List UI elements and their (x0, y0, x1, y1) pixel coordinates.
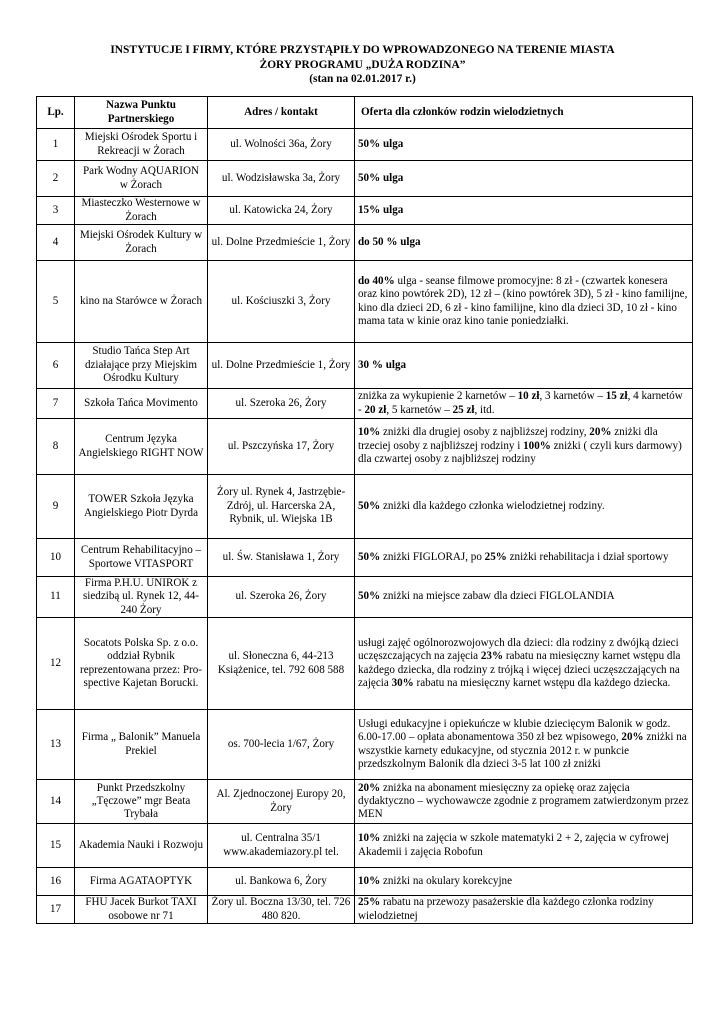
table-row (37, 896, 693, 924)
offer-highlight: 10% (358, 832, 381, 845)
row-number: 10 (37, 539, 75, 577)
row-number: 3 (37, 197, 75, 225)
row-number: 1 (37, 129, 75, 161)
row-number: 8 (37, 419, 75, 475)
partner-offer (355, 577, 693, 618)
row-number: 17 (37, 896, 75, 924)
partner-address: ul. Pszczyńska 17, Żory (208, 419, 355, 475)
offer-highlight: 20% (358, 781, 381, 794)
partners-table (36, 96, 693, 924)
row-number: 2 (37, 161, 75, 197)
offer-text: , 5 karnetów – (386, 403, 453, 416)
partner-name: kino na Starówce w Żorach (75, 261, 208, 343)
offer-highlight: 100% (523, 439, 551, 452)
row-number: 14 (37, 780, 75, 824)
table-row (37, 225, 693, 261)
offer-text: zniżki FIGLORAJ, po (380, 550, 485, 563)
partner-offer (355, 197, 693, 225)
offer-text: , 4 karnetów - (358, 390, 683, 416)
row-number: 11 (37, 577, 75, 618)
offer-highlight: 20% (589, 426, 612, 439)
row-number: 15 (37, 824, 75, 868)
partner-name: Studio Tańca Step Art działające przy Miejskim Ośrodku Kultury (75, 343, 208, 389)
offer-highlight: 10% (358, 426, 381, 439)
partner-name: Punkt Przedszkolny „Tęczowe” mgr Beata Trybała (75, 780, 208, 824)
offer-text: zniżka na abonament miesięczny za opiekę oraz zajęcia dydaktyczno – wychowawcze zgodnie z programem zatwierdzonym przez MEN (358, 781, 689, 821)
partner-name: Centrum Rehabilitacyjno – Sportowe VITASPORT (75, 539, 208, 577)
partner-offer (355, 539, 693, 577)
offer-text: rabatu na przewozy pasażerskie dla każdego członka rodziny wielodzietnej (358, 896, 654, 922)
document-title (0, 43, 725, 87)
partner-offer (355, 129, 693, 161)
offer-text: zniżki dla drugiej osoby z najbliższej rodziny, (380, 426, 590, 439)
offer-highlight: 20% (621, 731, 644, 744)
table-row (37, 389, 693, 419)
partner-address: ul. Centralna 35/1 www.akademiazory.pl tel. (208, 824, 355, 868)
partner-offer (355, 161, 693, 197)
partner-offer (355, 896, 693, 924)
offer-text: zniżki na okulary korekcyjne (380, 875, 513, 888)
partner-offer (355, 868, 693, 896)
column-header-name: Nazwa Punktu Partnerskiego (75, 97, 208, 129)
offer-highlight: 20 zł (364, 403, 387, 416)
partner-offer (355, 419, 693, 475)
offer-text: rabatu na miesięczny karnet wstępu dla każdego dziecka. (413, 677, 671, 690)
offer-text: , itd. (474, 403, 495, 416)
row-number: 13 (37, 710, 75, 780)
partner-address: ul. Dolne Przedmieście 1, Żory (208, 225, 355, 261)
partner-name: TOWER Szkoła Języka Angielskiego Piotr Dyrda (75, 475, 208, 539)
offer-highlight: 15% ulga (358, 203, 404, 216)
partner-name: Firma „ Balonik” Manuela Prekiel (75, 710, 208, 780)
offer-text: usługi zajęć ogólnorozwojowych dla dzieci: dla rodziny z dwójką dzieci uczęszczających na zajęcia (358, 636, 679, 663)
partner-offer (355, 261, 693, 343)
offer-text: zniżka za wykupienie 2 karnetów – (358, 390, 518, 403)
title-line-3: (stan na 02.01.2017 r.) (309, 73, 416, 85)
column-header-offer: Oferta dla członków rodzin wielodzietnych (355, 97, 693, 129)
table-row (37, 710, 693, 780)
offer-text: zniżki dla trzeciej osoby z najbliższej rodziny i (358, 426, 658, 452)
title-line-1: INSTYTUCJE I FIRMY, KTÓRE PRZYSTĄPIŁY DO WPROWADZONEGO NA TERENIE MIASTA (110, 44, 615, 56)
partner-name: Park Wodny AQUARION w Żorach (75, 161, 208, 197)
title-line-2: ŻORY PROGRAMU „DUŻA RODZINA” (259, 58, 466, 71)
table-row (37, 475, 693, 539)
column-header-lp: Lp. (37, 97, 75, 129)
table-row (37, 824, 693, 868)
partner-address: ul. Wodzisławska 3a, Żory (208, 161, 355, 197)
partner-name: Firma P.H.U. UNIROK z siedzibą ul. Rynek 12, 44-240 Żory (75, 577, 208, 618)
partner-name: Miejski Ośrodek Kultury w Żorach (75, 225, 208, 261)
partner-address: os. 700-lecia 1/67, Żory (208, 710, 355, 780)
offer-highlight: 25% (484, 550, 507, 563)
partner-address: ul. Słoneczna 6, 44-213 Książenice, tel. 792 608 588 (208, 618, 355, 710)
offer-text: Usługi edukacyjne i opiekuńcze w klubie dziecięcym Balonik w godz. 6.00-17.00 – opłata abonamentowa 350 zł bez wpisowego, (358, 717, 671, 744)
partner-offer (355, 710, 693, 780)
offer-text: zniżki na zajęcia w szkole matematyki 2 + 2, zajęcia w cyfrowej Akademii i zajęcia Robofun (358, 832, 669, 858)
offer-highlight: 23% (480, 650, 504, 663)
table-body (37, 129, 693, 924)
partner-offer (355, 475, 693, 539)
table-row (37, 261, 693, 343)
offer-text: ulga - seanse filmowe promocyjne: 8 zł - (czwartek konesera oraz kino powtórek 2D), 12 zł – (kino powtórek 3D), 5 zł - kino familijne, kino dla dzieci 2D, 6 zł - kino familijne, kino dla dzieci 3D, 10 zł - kino mama tata w kinie oraz kino tanie poniedziałki. (358, 274, 688, 327)
partner-address: Żory ul. Rynek 4, Jastrzębie-Zdrój, ul. Harcerska 2A, Rybnik, ul. Wiejska 1B (208, 475, 355, 539)
offer-highlight: 50% ulga (358, 171, 404, 184)
partner-name: Firma AGATAOPTYK (75, 868, 208, 896)
offer-text: , 3 karnetów – (539, 390, 606, 403)
partner-address: ul. Kościuszki 3, Żory (208, 261, 355, 343)
partner-address: ul. Św. Stanisława 1, Żory (208, 539, 355, 577)
partner-name: FHU Jacek Burkot TAXI osobowe nr 71 (75, 896, 208, 924)
table-row (37, 129, 693, 161)
offer-highlight: 25% (358, 896, 381, 909)
table-row (37, 161, 693, 197)
partner-address: Al. Zjednoczonej Europy 20, Żory (208, 780, 355, 824)
partner-offer (355, 389, 693, 419)
partner-address: ul. Katowicka 24, Żory (208, 197, 355, 225)
row-number: 9 (37, 475, 75, 539)
offer-highlight: 50% (358, 590, 381, 603)
offer-highlight: do 40% (358, 274, 395, 287)
column-header-address: Adres / kontakt (208, 97, 355, 129)
row-number: 7 (37, 389, 75, 419)
row-number: 16 (37, 868, 75, 896)
offer-highlight: 15 zł (605, 390, 628, 403)
row-number: 12 (37, 618, 75, 710)
partner-name: Akademia Nauki i Rozwoju (75, 824, 208, 868)
offer-highlight: 25 zł (452, 403, 475, 416)
table-row (37, 780, 693, 824)
table-row (37, 343, 693, 389)
partner-address: ul. Dolne Przedmieście 1, Żory (208, 343, 355, 389)
table-row (37, 197, 693, 225)
offer-text: zniżki ( czyli kurs darmowy) dla czwartej osoby z najbliższej rodziny (358, 439, 682, 466)
table-row (37, 419, 693, 475)
partner-name: Szkoła Tańca Movimento (75, 389, 208, 419)
partner-name: Centrum Języka Angielskiego RIGHT NOW (75, 419, 208, 475)
offer-text: zniżki rehabilitacja i dział sportowy (506, 550, 669, 563)
table-header-row (37, 97, 693, 129)
offer-text: zniżki dla każdego członka wielodzietnej rodziny. (380, 499, 605, 512)
offer-highlight: 50% (358, 550, 381, 563)
partner-offer (355, 824, 693, 868)
partner-address: ul. Wolności 36a, Żory (208, 129, 355, 161)
offer-text: zniżki na wszystkie karnety edukacyjne, od stycznia 2012 r. w punkcie przedszkolnym Balonik dla dzieci 3-5 lat 100 zł zniżki (358, 731, 687, 771)
table-row (37, 868, 693, 896)
partner-offer (355, 780, 693, 824)
row-number: 5 (37, 261, 75, 343)
table-row (37, 577, 693, 618)
table-row (37, 618, 693, 710)
offer-text: zniżki na miejsce zabaw dla dzieci FIGLOLANDIA (380, 590, 615, 603)
offer-highlight: 30 % ulga (358, 358, 407, 371)
offer-highlight: 10% (358, 875, 381, 888)
partner-name: Miejski Ośrodek Sportu i Rekreacji w Żorach (75, 129, 208, 161)
partner-address: ul. Szeroka 26, Żory (208, 389, 355, 419)
offer-highlight: 50% ulga (358, 137, 404, 150)
offer-highlight: 30% (391, 677, 414, 690)
table-row (37, 539, 693, 577)
partner-address: ul. Szeroka 26, Żory (208, 577, 355, 618)
partner-name: Socatots Polska Sp. z o.o. oddział Rybnik reprezentowana przez: Pro-spective Kajetan Borucki. (75, 618, 208, 710)
offer-highlight: do 50 % ulga (358, 235, 421, 248)
partner-name: Miasteczko Westernowe w Żorach (75, 197, 208, 225)
partner-address: Żory ul. Boczna 13/30, tel. 726 480 820. (208, 896, 355, 924)
partner-offer (355, 225, 693, 261)
offer-text: rabatu na miesięczny karnet wstępu dla każdego dziecka, dla rodziny z trójką i więcej dzieci uczęszczających na zajęcia (358, 650, 681, 690)
row-number: 4 (37, 225, 75, 261)
partner-offer (355, 343, 693, 389)
offer-highlight: 10 zł (517, 390, 540, 403)
partner-offer (355, 618, 693, 710)
partner-address: ul. Bankowa 6, Żory (208, 868, 355, 896)
row-number: 6 (37, 343, 75, 389)
offer-highlight: 50% (358, 499, 381, 512)
